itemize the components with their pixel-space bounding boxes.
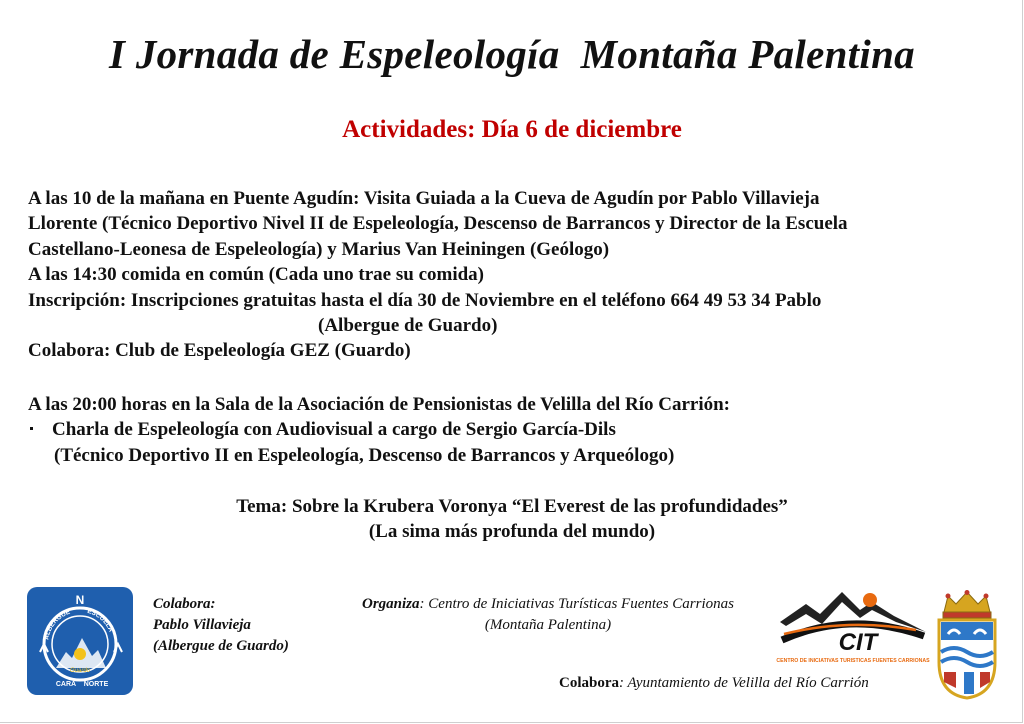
- collaborator-ayuntamiento: [559, 675, 869, 692]
- collaborator-label: Colabora:: [153, 596, 216, 612]
- organizer-name: Centro de Iniciativas Turísticas Fuentes Carrionas: [428, 596, 734, 612]
- ayuntamiento-name: Ayuntamiento de Velilla del Río Carrión: [627, 675, 869, 691]
- cit-logo: [776, 588, 930, 666]
- topic-line-2: (La sima más profunda del mundo): [368, 521, 656, 543]
- bullet-icon: [30, 427, 33, 430]
- speaker-credentials: (Técnico Deportivo II en Espeleología, Descenso de Barrancos y Arqueólogo): [54, 444, 675, 466]
- cit-acronym: CIT: [838, 629, 878, 656]
- topic-line-1: Tema: Sobre la Krubera Voronya “El Everest de las profundidades”: [236, 496, 788, 517]
- activities-subtitle: Actividades: Día 6 de diciembre: [342, 116, 682, 143]
- talk-topic: [0, 494, 1024, 545]
- logo-bottom-right: NORTE: [83, 681, 109, 688]
- talk-line: Charla de Espeleología con Audiovisual a cargo de Sergio García-Dils: [52, 419, 616, 441]
- logo-north-letter: N: [75, 593, 85, 607]
- collaborator-venue: (Albergue de Guardo): [153, 638, 289, 654]
- registration-line: Inscripción: Inscripciones gratuitas hasta el día 30 de Noviembre en el teléfono 664 49 53 34 Pablo: [28, 289, 822, 311]
- organizer-label: Organiza: [362, 596, 420, 612]
- organizer-region: (Montaña Palentina): [484, 617, 612, 633]
- morning-activities: [28, 186, 1008, 364]
- escuela-cara-norte-logo: [26, 586, 134, 696]
- logo-arc-right: ESCUELA: [86, 607, 115, 634]
- lunch-line: A las 14:30 comida en común (Cada uno trae su comida): [28, 264, 485, 286]
- logo-arc-left: ALBERGUE: [43, 608, 72, 641]
- organizer-sep: :: [419, 596, 429, 612]
- collaborator-name: Pablo Villavieja: [153, 617, 251, 633]
- morning-line-2: Llorente (Técnico Deportivo Nivel II de Espeleología, Descenso de Barrancos y Director de la Escuela: [28, 213, 848, 235]
- morning-line-3: Castellano-Leonesa de Espeleología) y Marius Van Heiningen (Geólogo): [28, 238, 610, 260]
- evening-activities: [28, 392, 1008, 468]
- ayuntamiento-label: Colabora: [559, 675, 619, 691]
- ayuntamiento-sep: :: [619, 675, 628, 691]
- talk-bullet-item: [28, 417, 1008, 442]
- logo-center-text: Guardo: [69, 668, 91, 674]
- cit-caption: CENTRO DE INICIATIVAS TURISTICAS FUENTES CARRIONAS: [776, 658, 930, 664]
- logo-bottom-left: CARA: [55, 681, 77, 688]
- morning-collaborator: Colabora: Club de Espeleología GEZ (Guardo): [28, 340, 411, 362]
- morning-line-1: A las 10 de la mañana en Puente Agudín: Visita Guiada a la Cueva de Agudín por Pablo Villavieja: [28, 188, 820, 209]
- page-title: I Jornada de Espeleología Montaña Palentina: [109, 31, 915, 77]
- organizer: [318, 594, 778, 636]
- registration-contact: (Albergue de Guardo): [318, 315, 498, 337]
- coat-of-arms-icon: [934, 590, 1000, 700]
- collaborator-pablo: [153, 594, 289, 657]
- evening-line-1: A las 20:00 horas en la Sala de la Asociación de Pensionistas de Velilla del Río Carrión:: [28, 394, 730, 415]
